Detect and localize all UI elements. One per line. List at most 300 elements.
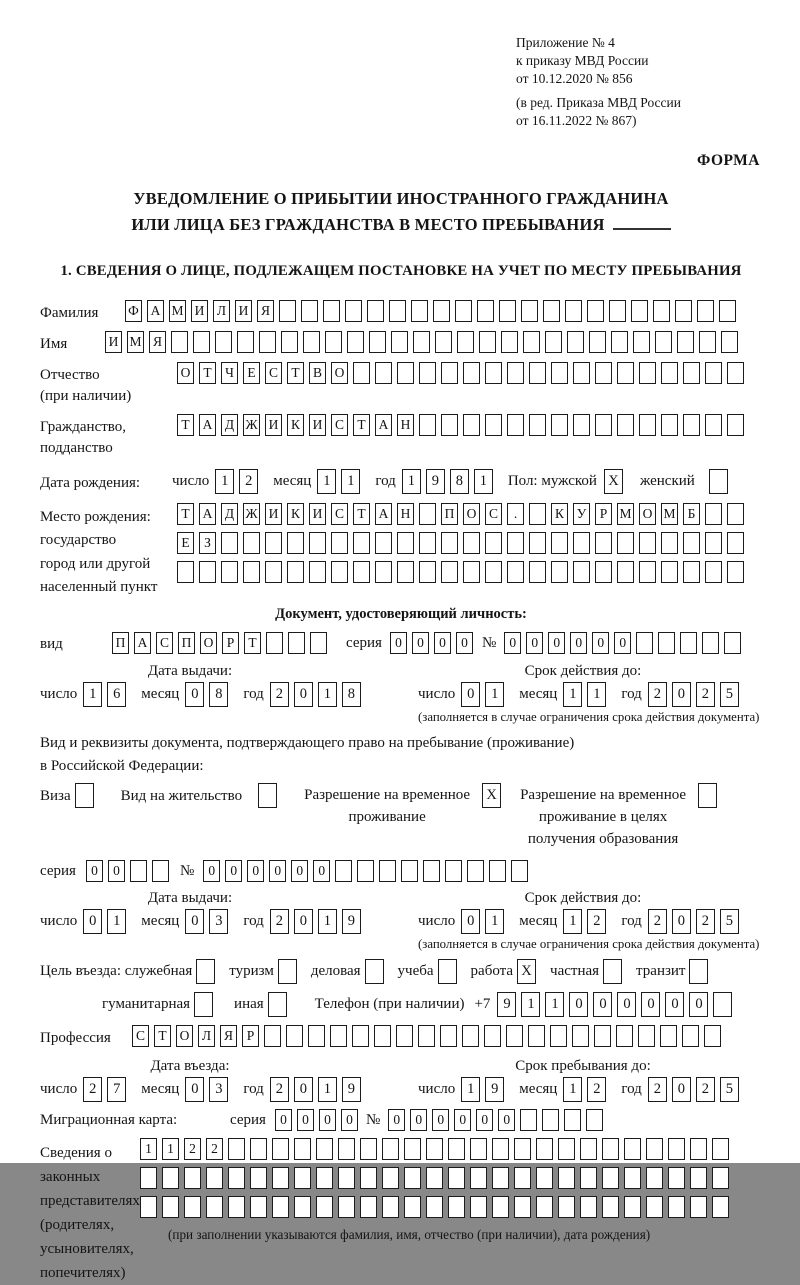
char-box[interactable] [426, 1138, 443, 1160]
char-box[interactable]: 0 [86, 860, 103, 882]
char-box[interactable]: X [517, 959, 536, 984]
char-box[interactable]: Т [353, 503, 370, 525]
name-boxes[interactable] [105, 331, 743, 353]
char-box[interactable] [536, 1167, 553, 1189]
birth-year-boxes[interactable] [402, 469, 498, 494]
char-box[interactable] [316, 1138, 333, 1160]
char-box[interactable] [542, 1109, 559, 1131]
char-box[interactable] [529, 414, 546, 436]
char-box[interactable] [484, 1025, 501, 1047]
char-box[interactable] [196, 959, 215, 984]
char-box[interactable] [655, 331, 672, 353]
char-box[interactable]: О [331, 362, 348, 384]
char-box[interactable]: Р [595, 503, 612, 525]
char-box[interactable] [228, 1138, 245, 1160]
char-box[interactable] [489, 860, 506, 882]
char-box[interactable] [375, 532, 392, 554]
char-box[interactable] [639, 561, 656, 583]
char-box[interactable] [589, 331, 606, 353]
char-box[interactable]: С [132, 1025, 149, 1047]
char-box[interactable] [624, 1167, 641, 1189]
char-box[interactable] [294, 1167, 311, 1189]
char-box[interactable] [551, 561, 568, 583]
char-box[interactable] [463, 532, 480, 554]
char-box[interactable]: 1 [563, 909, 582, 934]
char-box[interactable] [617, 561, 634, 583]
char-box[interactable] [265, 532, 282, 554]
char-box[interactable] [646, 1167, 663, 1189]
char-box[interactable]: . [507, 503, 524, 525]
id-valid-year-boxes[interactable] [648, 682, 744, 707]
char-box[interactable] [529, 362, 546, 384]
char-box[interactable]: А [199, 414, 216, 436]
char-box[interactable] [675, 300, 692, 322]
char-box[interactable] [521, 300, 538, 322]
char-box[interactable] [485, 414, 502, 436]
char-box[interactable] [551, 532, 568, 554]
char-box[interactable] [338, 1138, 355, 1160]
char-box[interactable] [375, 362, 392, 384]
char-box[interactable] [445, 860, 462, 882]
char-box[interactable] [705, 414, 722, 436]
char-box[interactable]: 0 [498, 1109, 515, 1131]
char-box[interactable]: А [134, 632, 151, 654]
char-box[interactable] [401, 860, 418, 882]
char-box[interactable] [514, 1196, 531, 1218]
char-box[interactable]: 0 [432, 1109, 449, 1131]
char-box[interactable]: Т [177, 503, 194, 525]
char-box[interactable] [352, 1025, 369, 1047]
char-box[interactable] [492, 1138, 509, 1160]
char-box[interactable]: П [178, 632, 195, 654]
char-box[interactable]: 8 [342, 682, 361, 707]
char-box[interactable] [404, 1196, 421, 1218]
char-box[interactable]: Я [220, 1025, 237, 1047]
char-box[interactable] [573, 561, 590, 583]
char-box[interactable] [514, 1167, 531, 1189]
char-box[interactable]: 9 [485, 1077, 504, 1102]
char-box[interactable]: А [147, 300, 164, 322]
char-box[interactable] [477, 300, 494, 322]
char-box[interactable] [177, 561, 194, 583]
char-box[interactable] [347, 331, 364, 353]
char-box[interactable] [288, 632, 305, 654]
char-box[interactable]: 0 [592, 632, 609, 654]
char-box[interactable] [550, 1025, 567, 1047]
char-box[interactable] [705, 561, 722, 583]
char-box[interactable]: 1 [545, 992, 564, 1017]
birthplace-boxes-row1[interactable] [177, 503, 749, 525]
sex-female-checkbox[interactable] [709, 469, 733, 494]
char-box[interactable]: С [156, 632, 173, 654]
stay-year-boxes[interactable] [648, 1077, 744, 1102]
char-box[interactable]: 0 [390, 632, 407, 654]
char-box[interactable] [545, 331, 562, 353]
char-box[interactable]: 5 [720, 909, 739, 934]
char-box[interactable]: 0 [275, 1109, 292, 1131]
char-box[interactable] [323, 300, 340, 322]
char-box[interactable] [266, 632, 283, 654]
char-box[interactable] [448, 1138, 465, 1160]
id-valid-month-boxes[interactable] [563, 682, 611, 707]
char-box[interactable] [435, 331, 452, 353]
char-box[interactable]: Р [222, 632, 239, 654]
char-box[interactable] [413, 331, 430, 353]
char-box[interactable]: 1 [318, 682, 337, 707]
char-box[interactable] [441, 414, 458, 436]
char-box[interactable] [419, 414, 436, 436]
char-box[interactable]: П [441, 503, 458, 525]
char-box[interactable] [704, 1025, 721, 1047]
char-box[interactable] [228, 1167, 245, 1189]
char-box[interactable]: 2 [648, 1077, 667, 1102]
char-box[interactable]: Д [221, 503, 238, 525]
char-box[interactable] [382, 1167, 399, 1189]
char-box[interactable]: И [309, 503, 326, 525]
char-box[interactable] [353, 532, 370, 554]
char-box[interactable] [457, 331, 474, 353]
char-box[interactable] [455, 300, 472, 322]
char-box[interactable]: 0 [454, 1109, 471, 1131]
char-box[interactable] [683, 532, 700, 554]
char-box[interactable] [264, 1025, 281, 1047]
char-box[interactable] [357, 860, 374, 882]
char-box[interactable]: Б [683, 503, 700, 525]
char-box[interactable] [611, 331, 628, 353]
char-box[interactable]: 0 [617, 992, 636, 1017]
char-box[interactable] [441, 362, 458, 384]
char-box[interactable]: 0 [291, 860, 308, 882]
char-box[interactable] [712, 1138, 729, 1160]
char-box[interactable] [506, 1025, 523, 1047]
char-box[interactable]: 0 [641, 992, 660, 1017]
purpose-business-checkbox[interactable] [365, 959, 389, 984]
char-box[interactable] [309, 532, 326, 554]
char-box[interactable]: 6 [107, 682, 126, 707]
char-box[interactable] [404, 1167, 421, 1189]
char-box[interactable] [397, 561, 414, 583]
char-box[interactable] [162, 1167, 179, 1189]
entry-year-boxes[interactable] [270, 1077, 366, 1102]
char-box[interactable] [713, 992, 732, 1017]
purpose-tourism-checkbox[interactable] [278, 959, 302, 984]
permit-valid-day-boxes[interactable] [461, 909, 509, 934]
char-box[interactable]: Т [353, 414, 370, 436]
char-box[interactable]: 0 [672, 1077, 691, 1102]
char-box[interactable]: 0 [570, 632, 587, 654]
char-box[interactable]: 0 [504, 632, 521, 654]
char-box[interactable]: 0 [548, 632, 565, 654]
char-box[interactable]: С [331, 414, 348, 436]
char-box[interactable]: 0 [526, 632, 543, 654]
char-box[interactable] [286, 1025, 303, 1047]
char-box[interactable] [721, 331, 738, 353]
char-box[interactable] [702, 632, 719, 654]
char-box[interactable] [646, 1138, 663, 1160]
char-box[interactable] [237, 331, 254, 353]
char-box[interactable] [595, 414, 612, 436]
char-box[interactable]: 0 [456, 632, 473, 654]
char-box[interactable]: 1 [107, 909, 126, 934]
char-box[interactable] [130, 860, 147, 882]
purpose-humanitarian-checkbox[interactable] [194, 992, 218, 1017]
char-box[interactable] [448, 1196, 465, 1218]
char-box[interactable]: 0 [203, 860, 220, 882]
char-box[interactable] [507, 414, 524, 436]
char-box[interactable] [631, 300, 648, 322]
char-box[interactable]: О [463, 503, 480, 525]
char-box[interactable] [423, 860, 440, 882]
char-box[interactable] [529, 561, 546, 583]
char-box[interactable]: Л [213, 300, 230, 322]
char-box[interactable] [573, 414, 590, 436]
char-box[interactable]: 0 [297, 1109, 314, 1131]
entry-month-boxes[interactable] [185, 1077, 233, 1102]
char-box[interactable]: М [169, 300, 186, 322]
char-box[interactable] [594, 1025, 611, 1047]
char-box[interactable]: 1 [317, 469, 336, 494]
char-box[interactable] [272, 1138, 289, 1160]
representatives-boxes-row2[interactable] [140, 1167, 734, 1189]
migcard-series-boxes[interactable] [275, 1109, 363, 1131]
char-box[interactable] [587, 300, 604, 322]
char-box[interactable] [419, 362, 436, 384]
id-issue-day-boxes[interactable] [83, 682, 131, 707]
char-box[interactable] [668, 1196, 685, 1218]
entry-day-boxes[interactable] [83, 1077, 131, 1102]
char-box[interactable] [501, 331, 518, 353]
char-box[interactable]: 2 [587, 909, 606, 934]
citizenship-boxes[interactable] [177, 414, 749, 436]
char-box[interactable]: 2 [696, 1077, 715, 1102]
char-box[interactable]: М [617, 503, 634, 525]
char-box[interactable] [602, 1196, 619, 1218]
char-box[interactable] [636, 632, 653, 654]
char-box[interactable]: М [127, 331, 144, 353]
char-box[interactable] [551, 362, 568, 384]
char-box[interactable]: И [235, 300, 252, 322]
char-box[interactable] [705, 503, 722, 525]
char-box[interactable]: 5 [720, 682, 739, 707]
char-box[interactable]: 1 [563, 1077, 582, 1102]
char-box[interactable] [709, 469, 728, 494]
char-box[interactable]: В [309, 362, 326, 384]
surname-boxes[interactable] [125, 300, 741, 322]
char-box[interactable] [580, 1138, 597, 1160]
char-box[interactable]: 2 [270, 909, 289, 934]
char-box[interactable] [243, 532, 260, 554]
char-box[interactable]: 0 [108, 860, 125, 882]
char-box[interactable]: 1 [521, 992, 540, 1017]
char-box[interactable]: 0 [412, 632, 429, 654]
char-box[interactable]: 0 [410, 1109, 427, 1131]
char-box[interactable]: 0 [689, 992, 708, 1017]
char-box[interactable] [617, 362, 634, 384]
profession-boxes[interactable] [132, 1025, 726, 1047]
char-box[interactable]: 8 [450, 469, 469, 494]
char-box[interactable] [616, 1025, 633, 1047]
char-box[interactable] [365, 959, 384, 984]
char-box[interactable] [194, 992, 213, 1017]
char-box[interactable] [441, 561, 458, 583]
char-box[interactable]: П [112, 632, 129, 654]
char-box[interactable] [379, 860, 396, 882]
char-box[interactable]: 2 [696, 909, 715, 934]
char-box[interactable]: 2 [648, 909, 667, 934]
char-box[interactable] [463, 561, 480, 583]
char-box[interactable] [573, 362, 590, 384]
char-box[interactable]: 0 [593, 992, 612, 1017]
char-box[interactable]: 0 [185, 909, 204, 934]
char-box[interactable] [462, 1025, 479, 1047]
char-box[interactable]: 0 [313, 860, 330, 882]
char-box[interactable] [661, 414, 678, 436]
char-box[interactable] [653, 300, 670, 322]
char-box[interactable]: 1 [318, 909, 337, 934]
char-box[interactable] [727, 362, 744, 384]
char-box[interactable]: Т [154, 1025, 171, 1047]
char-box[interactable] [360, 1167, 377, 1189]
char-box[interactable] [595, 561, 612, 583]
char-box[interactable] [528, 1025, 545, 1047]
permit-valid-month-boxes[interactable] [563, 909, 611, 934]
char-box[interactable] [698, 783, 717, 808]
char-box[interactable] [680, 632, 697, 654]
purpose-other-checkbox[interactable] [268, 992, 292, 1017]
char-box[interactable]: А [375, 414, 392, 436]
char-box[interactable] [419, 532, 436, 554]
char-box[interactable]: Е [177, 532, 194, 554]
char-box[interactable] [433, 300, 450, 322]
char-box[interactable] [250, 1196, 267, 1218]
char-box[interactable] [586, 1109, 603, 1131]
id-issue-year-boxes[interactable] [270, 682, 366, 707]
char-box[interactable] [690, 1138, 707, 1160]
char-box[interactable] [470, 1167, 487, 1189]
char-box[interactable]: 2 [239, 469, 258, 494]
char-box[interactable] [397, 532, 414, 554]
char-box[interactable] [602, 1138, 619, 1160]
char-box[interactable] [360, 1196, 377, 1218]
char-box[interactable]: 0 [476, 1109, 493, 1131]
char-box[interactable] [419, 561, 436, 583]
char-box[interactable]: У [573, 503, 590, 525]
char-box[interactable]: 0 [672, 909, 691, 934]
char-box[interactable] [551, 414, 568, 436]
char-box[interactable]: Ф [125, 300, 142, 322]
char-box[interactable] [639, 414, 656, 436]
char-box[interactable] [438, 959, 457, 984]
char-box[interactable]: 0 [614, 632, 631, 654]
char-box[interactable]: А [199, 503, 216, 525]
char-box[interactable]: З [199, 532, 216, 554]
char-box[interactable] [441, 532, 458, 554]
char-box[interactable] [426, 1167, 443, 1189]
char-box[interactable] [374, 1025, 391, 1047]
char-box[interactable]: А [375, 503, 392, 525]
char-box[interactable]: О [639, 503, 656, 525]
char-box[interactable] [712, 1167, 729, 1189]
char-box[interactable]: 1 [402, 469, 421, 494]
sex-male-checkbox[interactable] [604, 469, 628, 494]
char-box[interactable]: X [604, 469, 623, 494]
char-box[interactable] [463, 414, 480, 436]
char-box[interactable] [567, 331, 584, 353]
char-box[interactable] [639, 362, 656, 384]
char-box[interactable]: 1 [563, 682, 582, 707]
char-box[interactable] [683, 561, 700, 583]
char-box[interactable] [572, 1025, 589, 1047]
char-box[interactable]: 0 [185, 682, 204, 707]
representatives-boxes-row1[interactable] [140, 1138, 734, 1160]
char-box[interactable]: X [482, 783, 501, 808]
char-box[interactable]: 0 [341, 1109, 358, 1131]
char-box[interactable] [658, 632, 675, 654]
char-box[interactable] [338, 1167, 355, 1189]
char-box[interactable] [345, 300, 362, 322]
char-box[interactable]: Ч [221, 362, 238, 384]
char-box[interactable] [353, 561, 370, 583]
doc-type-boxes[interactable] [112, 632, 332, 654]
char-box[interactable]: 1 [318, 1077, 337, 1102]
char-box[interactable] [668, 1138, 685, 1160]
char-box[interactable] [638, 1025, 655, 1047]
char-box[interactable] [140, 1167, 157, 1189]
purpose-work-checkbox[interactable] [517, 959, 541, 984]
char-box[interactable] [171, 331, 188, 353]
char-box[interactable] [661, 561, 678, 583]
char-box[interactable] [331, 561, 348, 583]
char-box[interactable] [259, 331, 276, 353]
char-box[interactable] [193, 331, 210, 353]
char-box[interactable] [467, 860, 484, 882]
char-box[interactable] [268, 992, 287, 1017]
char-box[interactable] [705, 362, 722, 384]
char-box[interactable] [543, 300, 560, 322]
char-box[interactable]: 0 [294, 682, 313, 707]
representatives-boxes-row3[interactable] [140, 1196, 734, 1218]
char-box[interactable] [492, 1167, 509, 1189]
char-box[interactable]: И [191, 300, 208, 322]
char-box[interactable] [448, 1167, 465, 1189]
char-box[interactable] [184, 1196, 201, 1218]
permit-issue-day-boxes[interactable] [83, 909, 131, 934]
char-box[interactable]: 9 [497, 992, 516, 1017]
char-box[interactable]: 0 [461, 682, 480, 707]
char-box[interactable]: 2 [587, 1077, 606, 1102]
char-box[interactable] [639, 532, 656, 554]
char-box[interactable]: 0 [569, 992, 588, 1017]
char-box[interactable] [507, 362, 524, 384]
char-box[interactable] [536, 1196, 553, 1218]
char-box[interactable] [523, 331, 540, 353]
char-box[interactable] [250, 1138, 267, 1160]
char-box[interactable] [485, 362, 502, 384]
char-box[interactable] [712, 1196, 729, 1218]
char-box[interactable]: 1 [485, 909, 504, 934]
temp-residence-checkbox[interactable] [482, 783, 506, 808]
residence-permit-checkbox[interactable] [258, 783, 282, 808]
id-issue-month-boxes[interactable] [185, 682, 233, 707]
char-box[interactable] [369, 331, 386, 353]
char-box[interactable] [281, 331, 298, 353]
char-box[interactable]: Ж [243, 414, 260, 436]
id-series-boxes[interactable] [390, 632, 478, 654]
char-box[interactable]: О [177, 362, 194, 384]
char-box[interactable]: 3 [209, 1077, 228, 1102]
char-box[interactable] [287, 532, 304, 554]
id-valid-day-boxes[interactable] [461, 682, 509, 707]
